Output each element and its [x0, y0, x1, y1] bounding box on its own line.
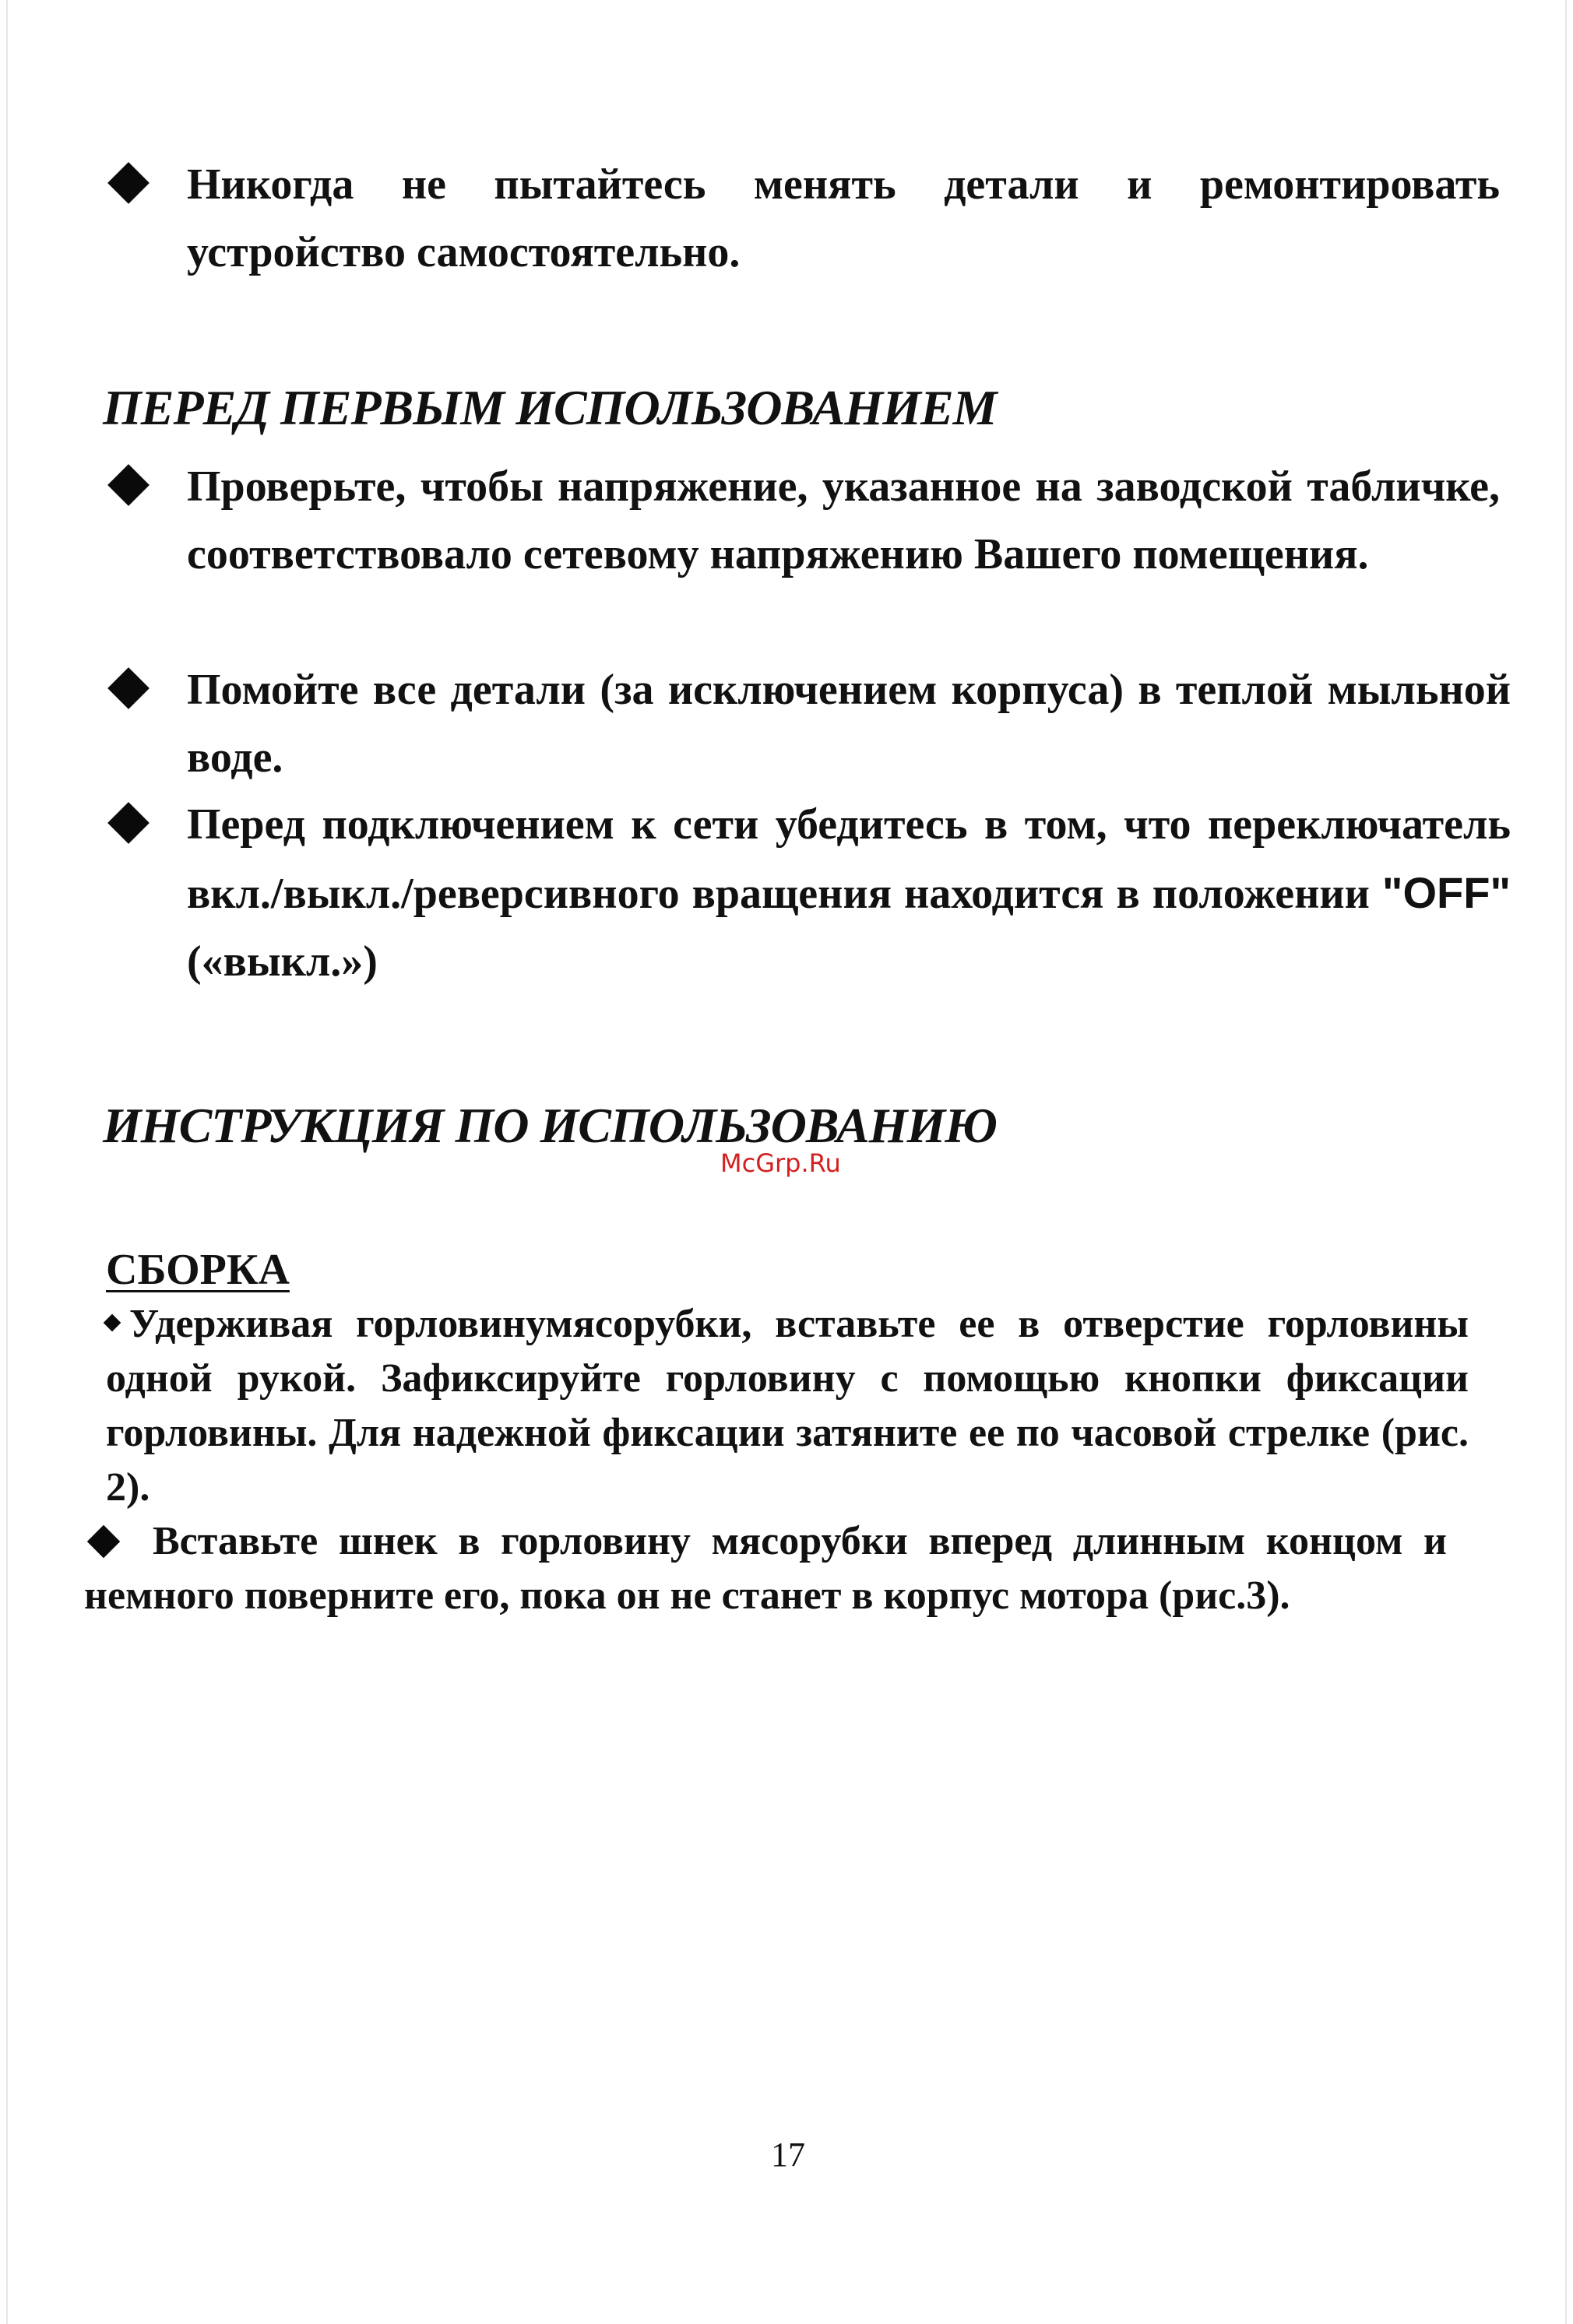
bullet-text: Помойте все детали (за исключением корпуса) в теплой мыльной воде. [187, 666, 1511, 782]
assembly-paragraph-2 [84, 1514, 1447, 1623]
paragraph-text: Удерживая горловинумясорубки, вставьте ее в отверстие горловины одной рукой. Зафиксируйте горловину с помощью кнопки фиксации горловины. Для надежной фиксации затяните ее по часовой стрелке (рис. 2). [106, 1302, 1469, 1510]
bullet-diamond-icon [87, 1525, 120, 1558]
bullet-small-diamond-icon [104, 1314, 121, 1332]
bullet-text [187, 791, 1511, 996]
assembly-paragraph-1 [106, 1297, 1469, 1515]
watermark: McGrp.Ru [720, 1148, 841, 1178]
page-number: 17 [771, 2136, 805, 2174]
paragraph-text: Вставьте шнек в горловину мясорубки вперед длинным концом и немного поверните его, пока он не станет в корпус мотора (рис.3). [84, 1519, 1447, 1618]
section-heading-instructions: ИНСТРУКЦИЯ ПО ИСПОЛЬЗОВАНИЮ [103, 1098, 997, 1153]
section-heading-before-first-use: ПЕРЕД ПЕРВЫМ ИСПОЛЬЗОВАНИЕМ [103, 380, 997, 435]
bullet-text-part: («выкл.») [187, 937, 378, 986]
off-emphasis: "OFF" [1381, 868, 1511, 917]
bullet-text-part: Перед подключением к сети убедитесь в том, что переключатель вкл./выкл./реверсивного вращения находится в положении [187, 800, 1511, 918]
bullet-text: Проверьте, чтобы напряжение, указанное на заводской табличке, соответствовало сетевому напряжению Вашего помещения. [187, 462, 1500, 578]
bullet-text: Никогда не пытайтесь менять детали и ремонтировать устройство самостоятельно. [187, 160, 1500, 276]
subheading-assembly: СБОРКА [106, 1246, 290, 1294]
